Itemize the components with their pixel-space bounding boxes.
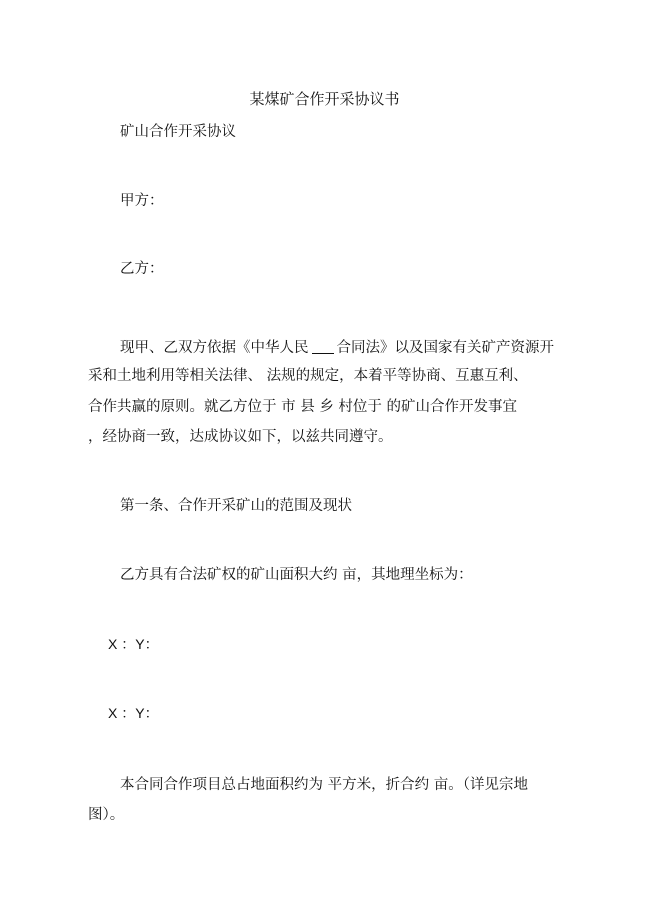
area-paragraph-line-2: 图）。 — [88, 807, 125, 823]
document-title: 某煤矿合作开采协议书 — [249, 90, 400, 108]
coordinate-line-2: X ：Y： — [108, 705, 159, 721]
document-subtitle: 矿山合作开采协议 — [120, 124, 236, 140]
coordinate-line-1: X ：Y： — [108, 636, 159, 652]
article-1-paragraph: 乙方具有合法矿权的矿山面积大约 亩，其地理坐标为： — [120, 567, 473, 583]
preamble-line-1 — [120, 339, 554, 357]
article-1-heading: 第一条、合作开采矿山的范围及现状 — [120, 498, 352, 514]
preamble-line-2: 采和土地利用等相关法律、 法规的规定，本着平等协商、互惠互利、 — [88, 368, 528, 384]
blank-underline — [312, 339, 334, 354]
preamble-line-3: 合作共赢的原则。就乙方位于 市 县 乡 村位于 的矿山合作开发事宜 — [88, 399, 518, 415]
preamble-line-1-end: 合同法》以及国家有关矿产资源开 — [336, 340, 554, 356]
party-a-label: 甲方： — [120, 193, 164, 209]
preamble-line-4: ，经协商一致，达成协议如下，以兹共同遵守。 — [88, 429, 393, 445]
party-b-label: 乙方： — [120, 261, 164, 277]
preamble-line-1-start: 现甲、乙双方依据《中华人民 — [120, 340, 309, 356]
area-paragraph-line-1: 本合同合作项目总占地面积约为 平方米，折合约 亩。（详见宗地 — [120, 777, 528, 793]
